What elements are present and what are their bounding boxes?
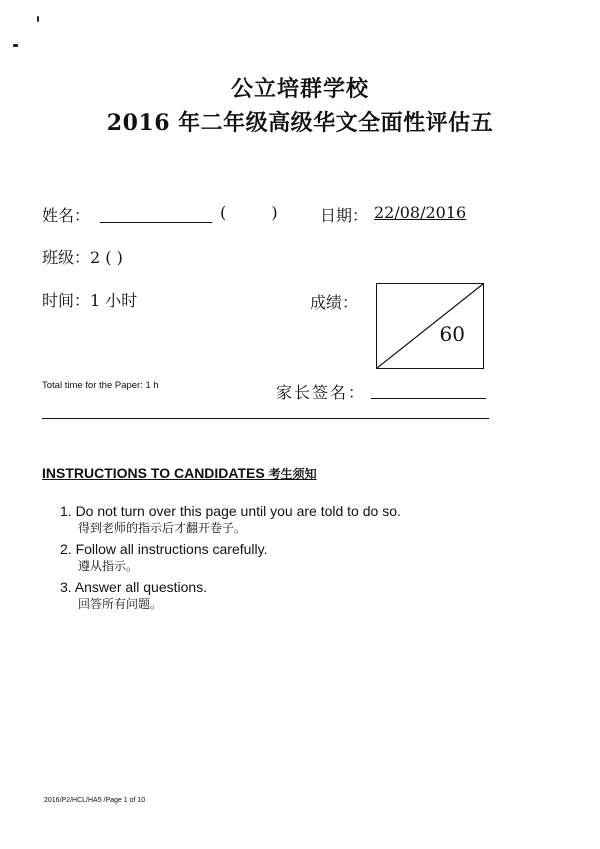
parent-signature-line[interactable] (371, 398, 486, 399)
instruction-en: 1. Do not turn over this page until you are told to do so. (60, 503, 401, 519)
score-box[interactable] (376, 283, 484, 369)
instruction-zh: 得到老师的指示后才翻开卷子。 (78, 521, 247, 535)
paper-time-note: Total time for the Paper: 1 h (42, 380, 159, 391)
instructions-list (60, 502, 480, 616)
parent-signature-label: 家长签名： (276, 383, 367, 402)
instructions-heading (42, 465, 317, 482)
instruction-item (60, 540, 480, 575)
register-number-paren: ( ) (220, 203, 298, 222)
instruction-en: 2. Follow all instructions carefully. (60, 541, 268, 557)
name-label: 姓名： (42, 206, 91, 225)
duration-label: 时间：1 小时 (42, 291, 138, 310)
instruction-item (60, 578, 480, 613)
instruction-item (60, 502, 480, 537)
instruction-zh: 遵从指示。 (78, 559, 139, 573)
page-footer: 2016/P2/HCL/HA5 /Page 1 of 10 (44, 797, 146, 804)
class-label: 班级：2 ( ) (42, 248, 123, 267)
divider (42, 418, 489, 419)
date-label: 日期： (320, 206, 369, 225)
instruction-en: 3. Answer all questions. (60, 579, 208, 595)
score-label: 成绩： (310, 293, 359, 312)
instruction-zh: 回答所有问题。 (78, 597, 163, 611)
scan-speck (13, 44, 18, 47)
score-total: 60 (439, 322, 465, 346)
name-blank-line[interactable] (100, 222, 212, 223)
scan-speck (37, 16, 39, 22)
instructions-heading-en: INSTRUCTIONS TO CANDIDATES (42, 465, 265, 481)
score-diagonal (377, 284, 485, 370)
school-name: 公立培群学校 (230, 76, 369, 102)
exam-title: 2016 年二年级高级华文全面性评估五 (106, 110, 494, 136)
instructions-heading-zh: 考生须知 (268, 467, 317, 481)
date-value: 22/08/2016 (374, 203, 467, 222)
